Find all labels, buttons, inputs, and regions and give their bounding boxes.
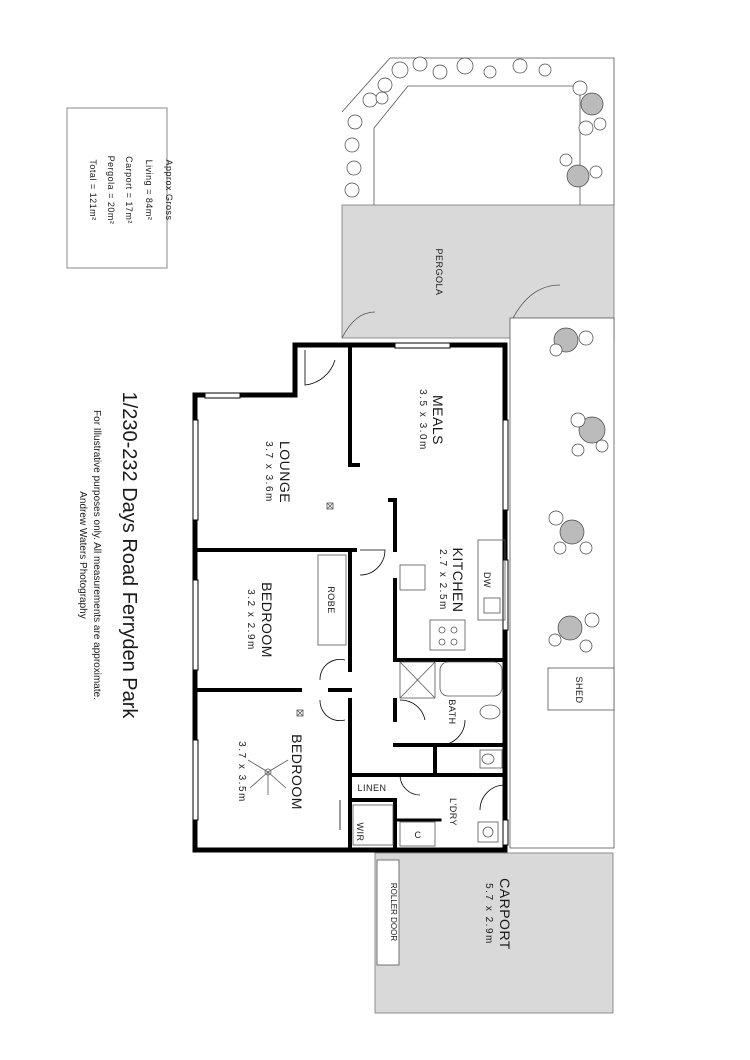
label-dw: DW: [482, 572, 492, 588]
area-total: Total = 121m²: [88, 159, 98, 221]
room-kitchen-name: KITCHEN: [450, 547, 466, 613]
shed-area: [510, 318, 614, 848]
label-bath: BATH: [447, 699, 457, 725]
room-meals-dims: 3.5 x 3.0m: [417, 389, 428, 451]
label-laundry: L'DRY: [448, 797, 458, 827]
room-kitchen-dims: 2.7 x 2.5m: [437, 549, 448, 611]
area-pergola: Pergola = 20m²: [106, 155, 116, 225]
room-meals-name: MEALS: [430, 395, 446, 445]
photographer: Andrew Waters Photography: [77, 491, 88, 619]
area-living: Living = 84m²: [144, 159, 154, 221]
label-shed: SHED: [574, 676, 584, 704]
label-roller-door: ROLLER DOOR: [389, 882, 398, 942]
room-bedroom2-name: BEDROOM: [289, 734, 305, 810]
room-lounge-name: LOUNGE: [277, 440, 293, 504]
area-heading: Approx Gross: [164, 159, 174, 221]
label-wir: WIR: [355, 822, 365, 842]
page-title: 1/230-232 Days Road Ferryden Park: [118, 391, 140, 719]
area-carport: Carport = 17m²: [124, 156, 134, 224]
room-bedroom2-dims: 3.7 x 3.5m: [236, 741, 247, 803]
room-carport-name: CARPORT: [497, 878, 513, 950]
room-lounge-dims: 3.7 x 3.6m: [263, 441, 274, 503]
label-pergola: PERGOLA: [434, 248, 444, 296]
disclaimer: For Illustrative purposes only. All measurements are approximate.: [91, 410, 102, 700]
label-robe: ROBE: [326, 586, 336, 614]
room-bedroom1-dims: 3.2 x 2.9m: [245, 589, 256, 651]
label-cupboard: C: [414, 830, 422, 840]
label-linen: LINEN: [357, 783, 387, 793]
room-bedroom1-name: BEDROOM: [259, 582, 275, 658]
room-carport-dims: 5.7 x 2.9m: [483, 883, 494, 945]
